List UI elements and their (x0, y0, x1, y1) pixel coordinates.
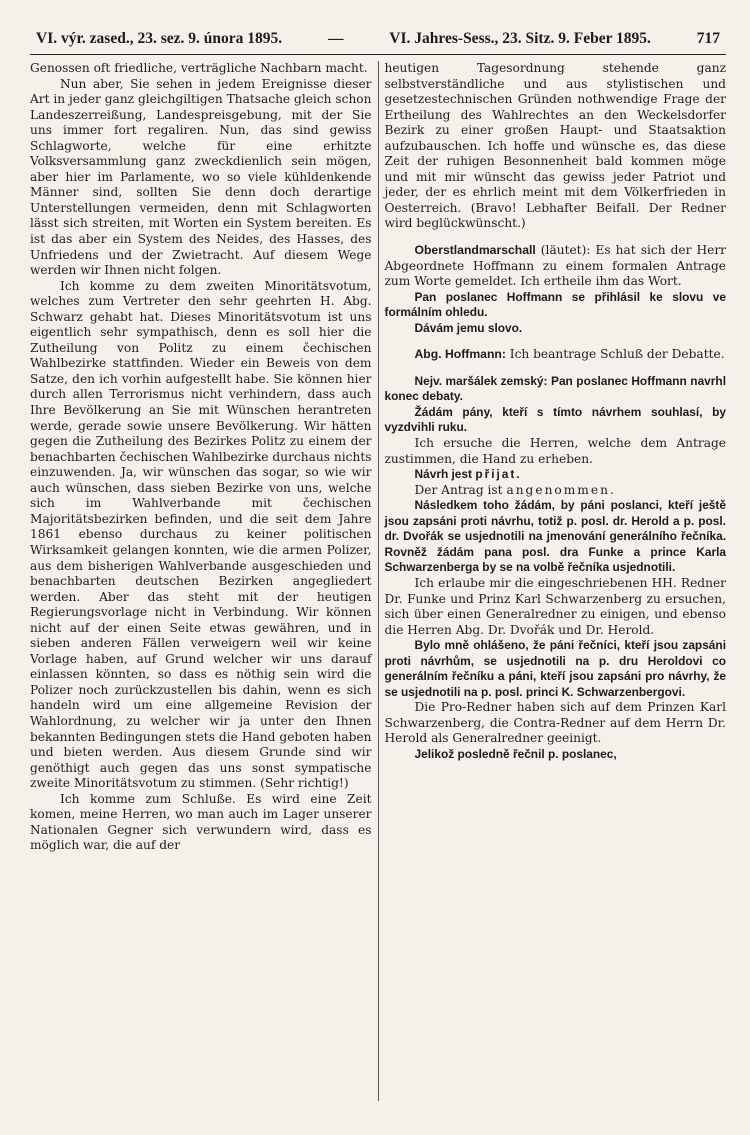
speech-text: Pan poslanec Hoffmann navrhl konec debaty. (384, 373, 726, 404)
paragraph: heutigen Tagesordnung stehende ganz selbstverständliche und aus stylistischen und gesetzestechnischen Gründen nothwendige Frage der Ertheilung des Wahlrechtes an den Weckelsdorfer Bezirk zu einer großen Haupt- und Staatsaktion aufzubauschen. Ich hoffe und wünsche es, das diese Zeit der ruhigen Besonnenheit bald kommen möge und mit mir wünscht das gewiss jeder Patriot und jeder, der es ehrlich meint mit dem Völkerfrieden in Oesterreich. (Bravo! Lebhafter Beifall. Der Redner wird beglückwünscht.) (384, 61, 726, 231)
paragraph-czech: Dávám jemu slovo. (414, 320, 523, 335)
paragraph-czech (385, 467, 727, 483)
paragraph: Ich ersuche die Herren, welche dem Antrage zustimmen, die Hand zu erheben. (384, 436, 726, 466)
text: Der Antrag ist (414, 482, 503, 497)
paragraph-czech: Bylo mně ohlášeno, že páni řečníci, kteří jsou zapsáni proti návrhům, se usjednotili na p. dru Heroldovi co generálním řečníku a páni, kteří jsou zapsáni pro návrhy, že se usjednotili na p. posl. princi K. Schwarzenbergovi. (384, 638, 726, 699)
speaker-paragraph (385, 374, 727, 405)
paragraph-czech: Žádám pány, kteří s tímto návrhem souhlasí, by vyzdvihli ruku. (384, 404, 726, 435)
text: Návrh jest (414, 467, 472, 482)
paragraph-czech: Pan poslanec Hoffmann se přihlásil ke slovu ve formálním ohledu. (384, 289, 726, 320)
speaker-paragraph (385, 243, 727, 290)
paragraph: Nun aber, Sie sehen in jedem Ereignisse dieser Art in jeder ganz gleichgiltigen Thatsache gleich schon Landeszerreißung, Landespreisgebung, mit der Sie uns immer fort regaliren. Nun, das sind gewiss Schlagworte, welche für eine erhitzte Volksversammlung ganz zweckdienlich sein mögen, aber hier im Parlamente, wo so viele kühldenkende Männer sind, sollten Sie denn doch derartige Unterstellungen vermeiden, denn mit Schlagworten lässt sich streiten, mit Worten ein System bereiten. Es ist das aber ein System des Neides, des Hasses, des Unfriedens und der Zwietracht. Auf diesem Wege werden wir Ihnen nicht folgen. (30, 76, 372, 278)
header-separator: — (327, 30, 344, 47)
paragraph-czech: Jelikož posledně řečnil p. poslanec, (414, 746, 617, 761)
speaker-name: Oberstlandmarschall (414, 243, 536, 258)
paragraph (385, 483, 727, 499)
paragraph: Genossen oft friedliche, verträgliche Nachbarn macht. (30, 61, 368, 75)
paragraph-czech: Následkem toho žádám, by páni poslanci, kteří ještě jsou zapsáni proti návrhu, totiž p. posl. dr. Herold a p. posl. dr. Dvořák se usjednotili na jmenování generálního řečníka. Rovněž žádám pana posl. dra Funke a prince Karla Schwarzenberga by se na volbě řečníka usjednotili. (384, 498, 726, 575)
spaced-text: angenommen. (506, 482, 616, 497)
speaker-name: Abg. Hoffmann: (414, 347, 506, 362)
speaker-note: (läutet): (540, 243, 591, 258)
two-column-body (30, 61, 726, 1101)
page-header (30, 30, 726, 55)
speech-text: Ich beantrage Schluß der Debatte. (509, 347, 725, 362)
header-czech: VI. výr. zased., 23. sez. 9. února 1895. (36, 30, 283, 47)
left-column (30, 61, 378, 1101)
paragraph: Ich erlaube mir die eingeschriebenen HH. Redner Dr. Funke und Prinz Karl Schwarzenberg zu ersuchen, sich über einen Generalredner zu einigen, und ebenso die Herren Abg. Dr. Dvořák und Dr. Herold. (384, 575, 726, 637)
page-number: 717 (696, 30, 720, 47)
paragraph: Ich komme zu dem zweiten Minoritätsvotum, welches zum Vertreter den sehr geehrten H. Abg. Schwarz gehabt hat. Dieses Minoritätsvotum ist uns eigentlich sehr sympathisch, denn es soll hier die Zutheilung von Politz zu einem čechischen Wahlbezirke stattfinden. Wieder ein Beweis von dem Satze, den ich vorhin aufgestellt habe. Sie können hier durch allen Terrorismus nicht verhindern, dass auch Ihre Bevölkerung an Sie mit Wünschen herantreten werde, gerade sowie unsere Bevölkerung. Wir hätten gegen die Zutheilung des Bezirkes Politz zu einem der benachbarten čechischen Wahlbezirke durchaus nichts einzuwenden. Ja, wir wünschen das sogar, so wie wir auch wünschen, dass sieben Bezirke von uns, welche sich im Wahlverbande mit čechischen Majoritätsbezirken befinden, und die seit dem Jahre 1861 ebenso durchaus zu keiner politischen Wirksamkeit gelangen konnten, wie die armen Polizer, aus dem bisherigen Wahlverbande ausgeschieden und benachbarten deutschen Bezirken angegliedert werden. Aber das steht mit der heutigen Regierungsvorlage nicht in Verbindung. Wir können nicht auf der einen Seite etwas gewähren, und in sieben anderen Fällen verweigern weil wir keine Vorlage haben, auf Grund welcher wir uns darauf einlassen könnten, so dass es nöthig sein wird die Polizer noch zurückzustellen bis dahin, wenn es sich handeln wird um eine allgemeine Revision der Wahlordnung, zu welcher wir ja unter den Ihnen bekannten Bedingungen stets die Hand geboten haben und bieten werden. Aus diesem Grunde sind wir genöthigt auch gegen das uns sonst sympatische zweite Minoritätsvotum zu stimmen. (Sehr richtig!) (30, 278, 372, 791)
paragraph: Die Pro-Redner haben sich auf dem Prinzen Karl Schwarzenberg, die Contra-Redner auf dem Herrn Dr. Herold als Generalredner geeinigt. (384, 700, 726, 746)
paragraph: Ich komme zum Schluße. Es wird eine Zeit komen, meine Herren, wo man auch im Lager unserer Nationalen Gegner sich verwundern wird, dass es möglich war, die auf der (30, 791, 372, 853)
speaker-name: Nejv. maršálek zemský: (414, 373, 548, 388)
spaced-text: přijat. (475, 467, 522, 482)
header-german: VI. Jahres-Sess., 23. Sitz. 9. Feber 1895. (389, 30, 651, 47)
right-column (378, 61, 727, 1101)
speaker-paragraph (385, 347, 727, 363)
speech-text: Es hat sich der Herr Abgeordnete Hoffmann zu einem formalen Antrage zum Worte gemeldet. Ich ertheile ihm das Wort. (384, 243, 726, 289)
